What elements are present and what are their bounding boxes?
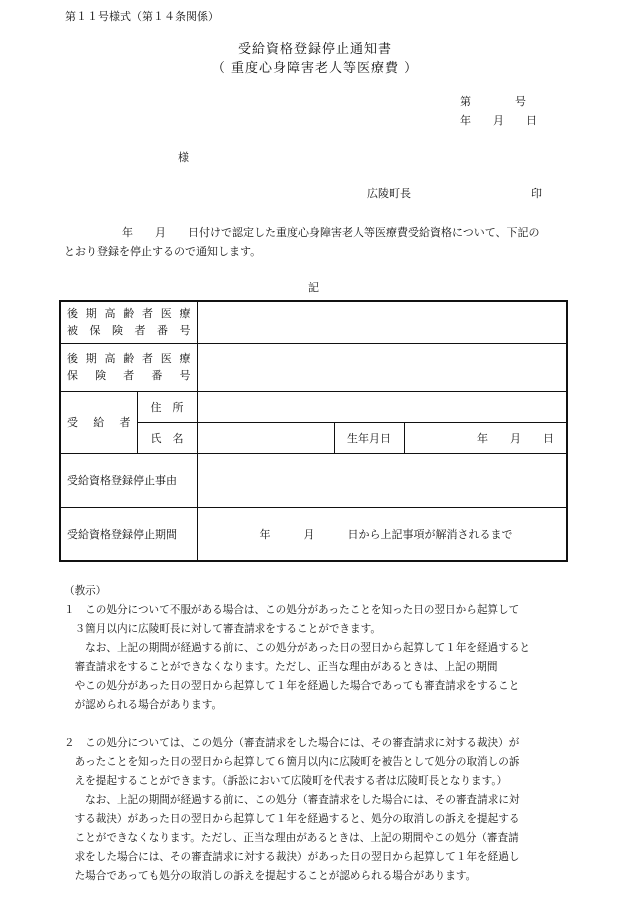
stop-period-value: 年 月 日から上記事項が解消されるまで xyxy=(197,507,567,561)
document-subtitle: （ 重度心身障害老人等医療費 ） xyxy=(211,61,419,76)
birth-date-value: 年 月 日 xyxy=(404,422,567,453)
issuer: 広陵町長 xyxy=(367,187,411,200)
insurer-number-value xyxy=(197,343,567,391)
notice-item1-line: なお、上記の期間が経過する前に、この処分があった日の翌日から起算して１年を経過すると xyxy=(64,642,531,654)
notice-item1-line: が認められる場合があります。 xyxy=(64,699,223,711)
insured-number-label: 後期高齢者医療 被保険者番号 xyxy=(60,301,197,343)
notice-item2-line: あったことを知った日の翌日から起算して６箇月以内に広陵町を被告として処分の取消しの訴 xyxy=(64,756,520,768)
notice-item2-line: 求をした場合には、その審査請求に対する裁決）があった日の翌日から起算して１年を経過し xyxy=(64,851,520,863)
address-value xyxy=(197,391,567,422)
address-label: 住 所 xyxy=(137,391,197,422)
notice-item2-line: た場合であっても処分の取消しの訴えを提起することが認められる場合があります。 xyxy=(64,870,477,882)
table-row xyxy=(60,422,567,453)
notice-item2-line: なお、上記の期間が経過する前に、この処分（審査請求をした場合には、その審査請求に対 xyxy=(64,794,520,806)
table-row xyxy=(60,453,567,507)
notice-heading: （教示） xyxy=(64,585,107,597)
birth-date-label: 生年月日 xyxy=(334,422,404,453)
document-number: 第 号 xyxy=(460,95,526,108)
seal-mark: 印 xyxy=(531,187,542,200)
notice-item2-line: する裁決）があった日の翌日から起算して１年を経過すると、処分の取消しの訴えを提起する xyxy=(64,813,520,825)
document-title: 受給資格登録停止通知書 xyxy=(237,42,392,57)
notice-section xyxy=(64,582,530,886)
table-row xyxy=(60,391,567,422)
insured-number-value xyxy=(197,301,567,343)
ki-heading: 記 xyxy=(308,281,319,294)
stop-reason-label: 受給資格登録停止事由 xyxy=(60,453,197,507)
table-row xyxy=(60,343,567,391)
table-row xyxy=(60,301,567,343)
form-number: 第１１号様式（第１４条関係） xyxy=(65,10,219,23)
stop-reason-value xyxy=(197,453,567,507)
document-date: 年 月 日 xyxy=(460,114,537,127)
body-text-line1: 年 月 日付けで認定した重度心身障害老人等医療費受給資格について、下記の xyxy=(122,226,540,239)
notice-item1-line: １ この処分について不服がある場合は、この処分があったことを知った日の翌日から起算して xyxy=(64,604,520,616)
name-value xyxy=(197,422,334,453)
recipient-label: 受給者 xyxy=(60,391,137,453)
notice-item1-line: ３箇月以内に広陵町長に対して審査請求をすることができます。 xyxy=(64,623,381,635)
table-row xyxy=(60,507,567,561)
insurer-number-label: 後期高齢者医療 保険者番号 xyxy=(60,343,197,391)
notice-item2-line: えを提起することができます。（訴訟において広陵町を代表する者は広陵町長となります。） xyxy=(64,775,508,787)
notice-item1-line: 審査請求をすることができなくなります。ただし、正当な理由があるときは、上記の期間 xyxy=(64,661,498,673)
stop-period-label: 受給資格登録停止期間 xyxy=(60,507,197,561)
name-label: 氏 名 xyxy=(137,422,197,453)
addressee-suffix: 様 xyxy=(178,151,189,164)
notice-item2-line: ２ この処分については、この処分（審査請求をした場合には、その審査請求に対する裁決）が xyxy=(64,737,520,749)
notice-item1-line: やこの処分があった日の翌日から起算して１年を経過した場合であっても審査請求をすること xyxy=(64,680,520,692)
details-table xyxy=(59,300,568,562)
notice-item2-line: ことができなくなります。ただし、正当な理由があるときは、上記の期間やこの処分（審査請 xyxy=(64,832,519,844)
body-text-line2: とおり登録を停止するので通知します。 xyxy=(64,245,262,258)
